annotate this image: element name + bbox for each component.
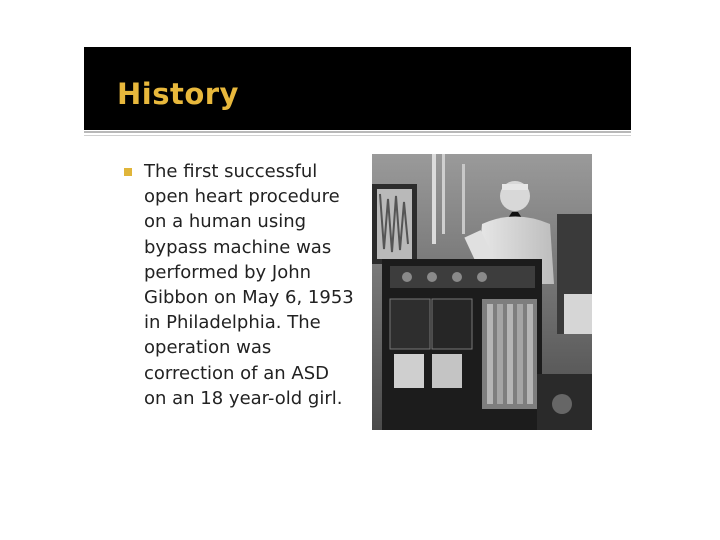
bullet-line: on an 18 year-old girl. (144, 387, 343, 409)
bullet-text (144, 159, 369, 411)
photo-illustration (372, 154, 592, 430)
bullet-line: Gibbon on May 6, 1953 (144, 287, 354, 309)
bullet-line: open heart procedure (144, 186, 340, 208)
bullet-marker-icon (124, 168, 132, 176)
bullet-line: in Philadelphia. The (144, 312, 321, 334)
bullet-line: performed by John (144, 261, 312, 283)
bullet-line: operation was (144, 337, 272, 359)
bullet-line: bypass machine was (144, 236, 332, 258)
bullet-line: on a human using (144, 211, 307, 233)
slide-title: History (117, 77, 239, 111)
bullet-line: correction of an ASD (144, 362, 330, 384)
bullet-line: The first successful (144, 161, 318, 182)
historical-photo (372, 154, 592, 430)
title-divider-secondary (84, 135, 631, 136)
title-divider (84, 131, 631, 133)
